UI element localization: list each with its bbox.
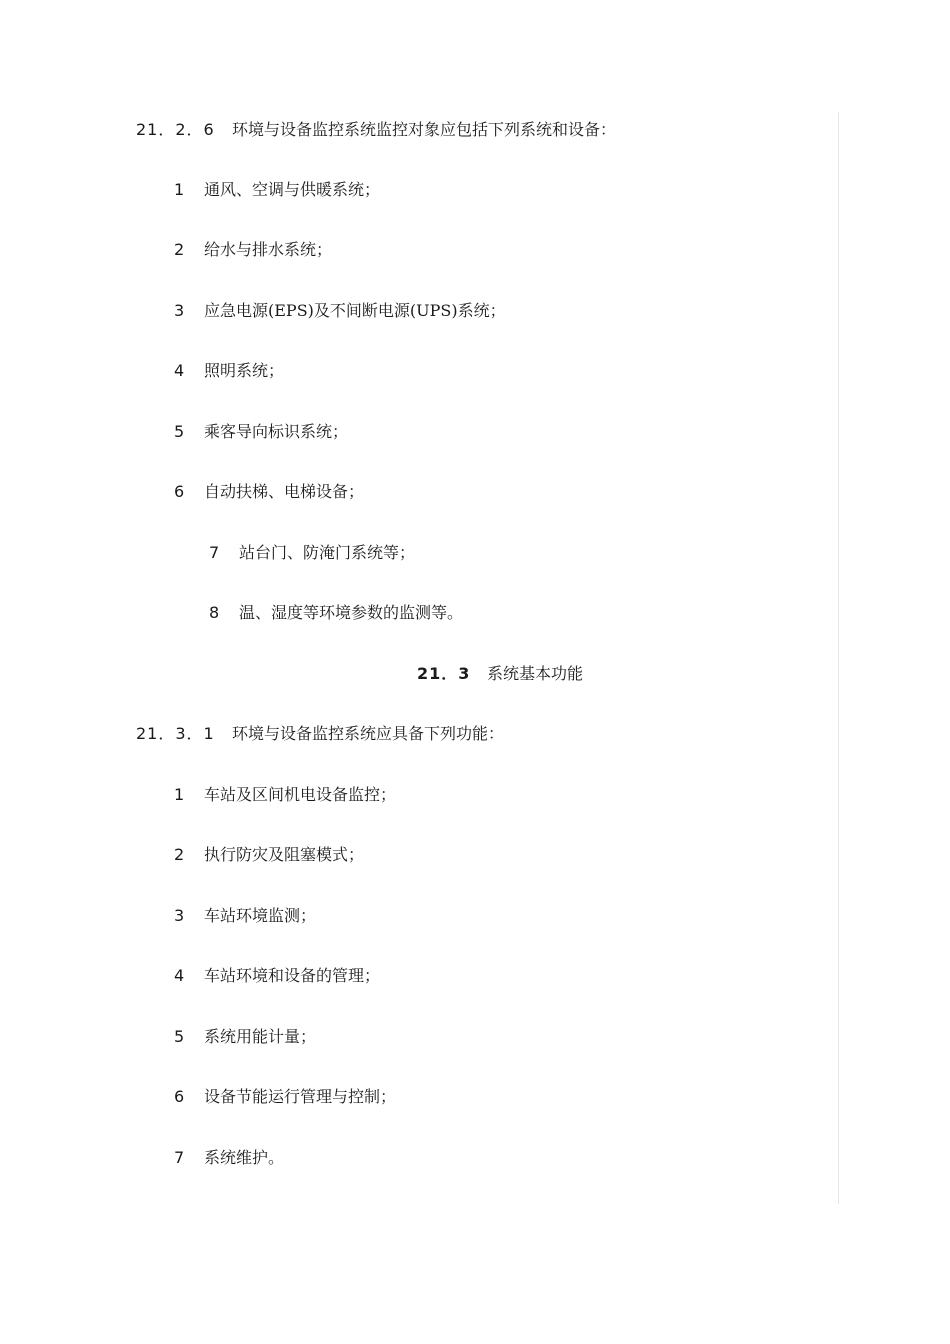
item-text: 乘客导向标识系统； — [204, 422, 349, 441]
item-text: 车站环境和设备的管理； — [204, 966, 381, 985]
list-item — [209, 543, 415, 563]
item-number: 2 — [174, 845, 185, 864]
section-title: 系统基本功能 — [487, 664, 584, 683]
clause-number: 21．2．6 — [136, 120, 215, 139]
list-item — [174, 301, 506, 321]
section-number: 21．3 — [417, 664, 471, 683]
item-number: 7 — [209, 543, 220, 562]
item-text: 自动扶梯、电梯设备； — [204, 482, 365, 501]
item-text: 温、湿度等环境参数的监测等。 — [239, 603, 464, 622]
item-number: 8 — [209, 603, 220, 622]
clause-21-3-1 — [136, 724, 504, 744]
list-item — [174, 240, 332, 260]
clause-number: 21．3．1 — [136, 724, 215, 743]
list-item — [174, 785, 396, 805]
item-text: 通风、空调与供暖系统； — [204, 180, 381, 199]
item-text: 照明系统； — [204, 361, 285, 380]
item-number: 4 — [174, 361, 185, 380]
item-number: 3 — [174, 301, 185, 320]
list-item — [174, 1027, 316, 1047]
list-item — [174, 1148, 284, 1168]
item-text: 应急电源(EPS)及不间断电源(UPS)系统； — [204, 301, 506, 320]
list-item — [174, 180, 380, 200]
list-item — [174, 845, 364, 865]
item-number: 4 — [174, 966, 185, 985]
list-item — [174, 906, 316, 926]
item-text: 给水与排水系统； — [204, 240, 333, 259]
list-item — [174, 361, 284, 381]
item-text: 系统维护。 — [204, 1148, 285, 1167]
clause-text: 环境与设备监控系统监控对象应包括下列系统和设备： — [232, 120, 617, 139]
right-margin-rule — [838, 112, 839, 1204]
clause-text: 环境与设备监控系统应具备下列功能： — [232, 724, 505, 743]
item-text: 执行防灾及阻塞模式； — [204, 845, 365, 864]
list-item — [174, 422, 348, 442]
item-number: 5 — [174, 1027, 185, 1046]
clause-21-2-6 — [136, 120, 616, 140]
item-number: 3 — [174, 906, 185, 925]
item-number: 5 — [174, 422, 185, 441]
list-item — [209, 603, 463, 623]
section-heading — [417, 664, 583, 684]
item-number: 2 — [174, 240, 185, 259]
item-text: 站台门、防淹门系统等； — [239, 543, 416, 562]
item-number: 1 — [174, 785, 185, 804]
list-item — [174, 482, 364, 502]
item-text: 系统用能计量； — [204, 1027, 317, 1046]
item-number: 7 — [174, 1148, 185, 1167]
item-number: 6 — [174, 482, 185, 501]
list-item — [174, 966, 380, 986]
item-text: 车站及区间机电设备监控； — [204, 785, 397, 804]
item-number: 6 — [174, 1087, 185, 1106]
list-item — [174, 1087, 396, 1107]
item-text: 设备节能运行管理与控制； — [204, 1087, 397, 1106]
item-number: 1 — [174, 180, 185, 199]
item-text: 车站环境监测； — [204, 906, 317, 925]
